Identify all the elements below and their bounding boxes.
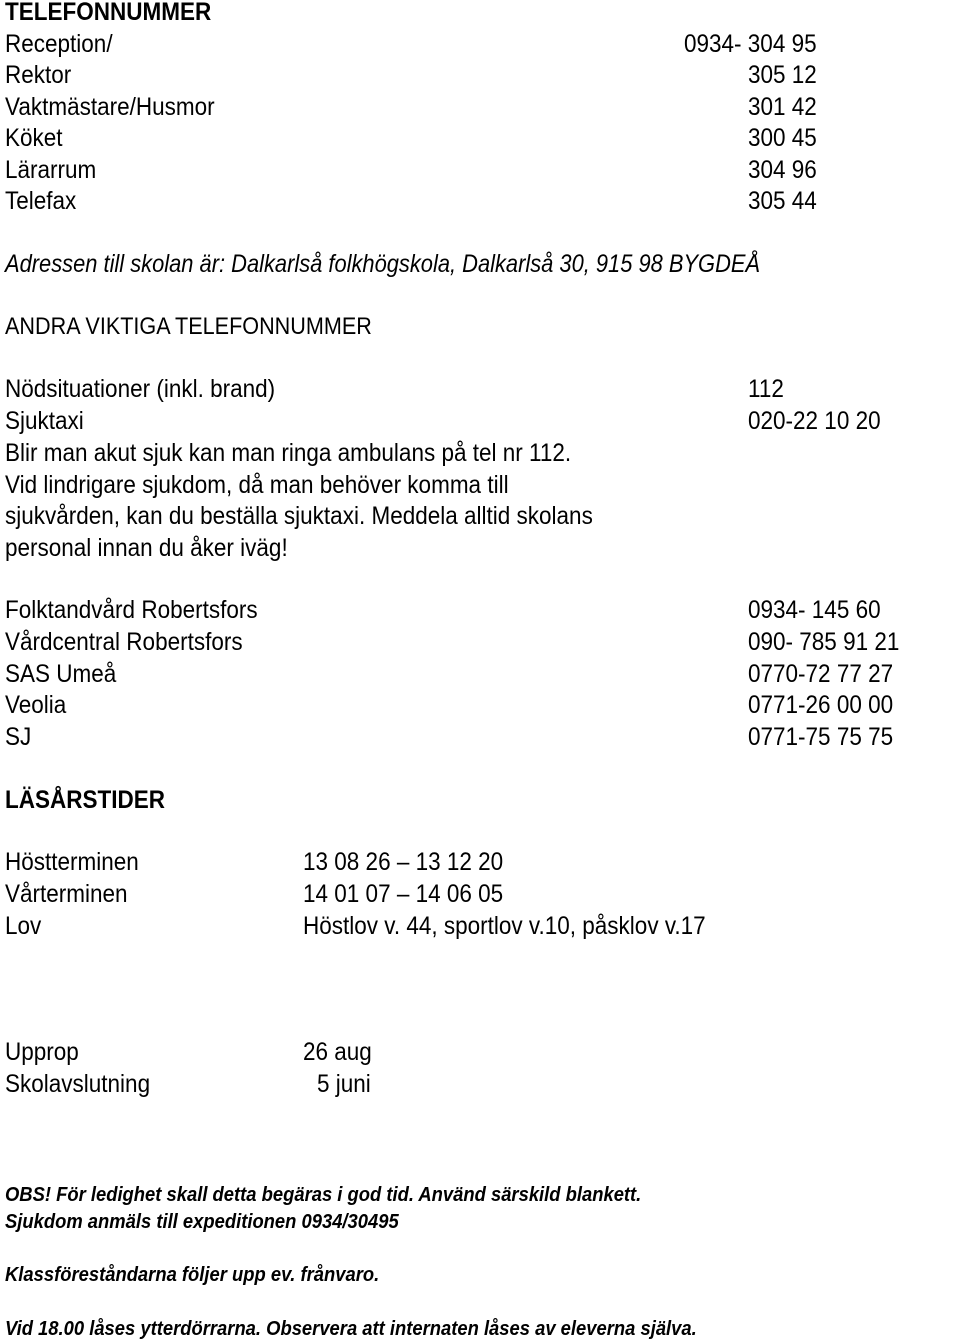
other-heading: ANDRA VIKTIGA TELEFONNUMMER <box>5 313 372 340</box>
phone-number: 304 96 <box>748 156 817 184</box>
phone-number: 0934- 145 60 <box>748 596 881 624</box>
phone-label: Veolia <box>5 691 67 719</box>
info-line: Vid lindrigare sjukdom, då man behöver komma till <box>5 471 509 499</box>
term-label: Lov <box>5 912 42 940</box>
phone-label: Rektor <box>5 61 72 89</box>
phone-label: Sjuktaxi <box>5 407 84 435</box>
term-label: Höstterminen <box>5 848 139 876</box>
phone-number: 0770-72 77 27 <box>748 660 894 688</box>
term-value: 14 01 07 – 14 06 05 <box>303 880 504 908</box>
term-value: 13 08 26 – 13 12 20 <box>303 848 504 876</box>
note: Klassföreståndarna följer upp ev. frånvaro. <box>5 1264 380 1286</box>
phone-number: 305 44 <box>748 187 817 215</box>
phone-number: 305 12 <box>748 61 817 89</box>
info-line: sjukvården, kan du beställa sjuktaxi. Meddela alltid skolans <box>5 502 593 530</box>
note: OBS! För ledighet skall detta begäras i god tid. Använd särskild blankett. <box>5 1184 642 1206</box>
date-label: Skolavslutning <box>5 1070 151 1098</box>
date-label: Upprop <box>5 1038 79 1066</box>
phone-number: 112 <box>748 375 784 403</box>
note: Vid 18.00 låses ytterdörrarna. Observera att internaten låses av eleverna själva. <box>5 1318 697 1340</box>
phone-number: 0771-26 00 00 <box>748 691 894 719</box>
info-line: personal innan du åker iväg! <box>5 534 288 562</box>
phone-label: SAS Umeå <box>5 660 117 688</box>
date-value: 5 juni <box>317 1070 371 1098</box>
info-line: Blir man akut sjuk kan man ringa ambulans på tel nr 112. <box>5 439 572 467</box>
terms-heading: LÄSÅRSTIDER <box>5 786 166 814</box>
phone-label: Telefax <box>5 187 77 215</box>
note: Sjukdom anmäls till expeditionen 0934/30495 <box>5 1211 399 1233</box>
phone-number: 090- 785 91 21 <box>748 628 900 656</box>
phone-label: Nödsituationer (inkl. brand) <box>5 375 276 403</box>
phone-number: 300 45 <box>748 124 817 152</box>
phone-number: 020-22 10 20 <box>748 407 881 435</box>
phone-label: Köket <box>5 124 63 152</box>
phone-label: Reception/ <box>5 30 113 58</box>
phone-number: 0934- 304 95 <box>684 30 817 58</box>
school-address: Adressen till skolan är: Dalkarlså folkhögskola, Dalkarlså 30, 915 98 BYGDEÅ <box>5 250 761 278</box>
phone-label: Vårdcentral Robertsfors <box>5 628 243 656</box>
phone-label: Lärarrum <box>5 156 97 184</box>
phone-label: SJ <box>5 723 32 751</box>
date-value: 26 aug <box>303 1038 372 1066</box>
phone-number: 0771-75 75 75 <box>748 723 894 751</box>
phone-label: Folktandvård Robertsfors <box>5 596 258 624</box>
term-label: Vårterminen <box>5 880 128 908</box>
phone-number: 301 42 <box>748 93 817 121</box>
phone-label: Vaktmästare/Husmor <box>5 93 215 121</box>
term-value: Höstlov v. 44, sportlov v.10, påsklov v.17 <box>303 912 706 940</box>
phone-heading: TELEFONNUMMER <box>5 0 212 26</box>
